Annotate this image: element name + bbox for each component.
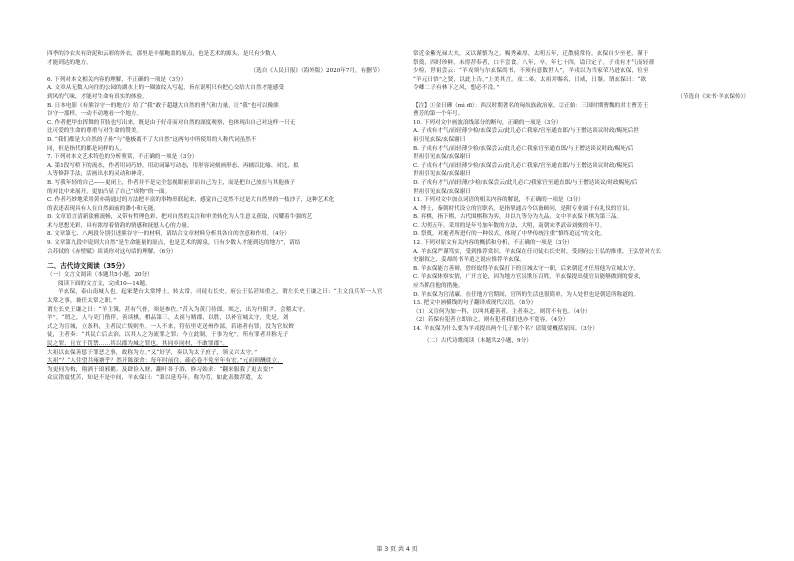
passage-line: “羊元日悟”之贤，以此上告。”上美其言。戎二弟，太祖并赐名，日咸，日粲。谓玄保曰：“欲 [413,76,647,83]
q10-line: 祖引见玄保/玄保谢曰 [413,136,466,143]
intro-line: 才能到达的地方。 [47,59,92,66]
subsection-1-title: （一）文言文阅读（本题共5小题，20分） [47,272,153,279]
question-14: 14. 羊玄保为什么要为羊戎提出两个儿子那个名？请简要概括原因。（3分） [413,326,598,332]
passage-line: 令卿二子有林下之风，想必不没。” [413,85,500,92]
q7-line: C. 作者巧妙地采用黄亦韵通过的方法把丰富的事物串联起来，感觉自己竟然不过是大自然里的一枝沙子，这种艺术化 [47,197,335,204]
q12-line: 史谢叙之、姜却尚书羊逍之说应推荐羊玄保。 [413,257,525,264]
page-footer: 第 3 页 共 4 页 [376,546,418,553]
q11-line: D. 祭奠，对逝者所进行的一种仪式，体现了中华传统注重“慎终追远”的文化。 [413,231,606,238]
right-column [413,50,749,345]
passage-line: 为更伺为构，翔洒于琅邪鹅。及肆俭入财，翻叶各于浴，修习始求：“翻来服我了更去变!” [47,366,274,373]
passage-line: 众议错震忧苦，知是不是中间，羊玄保曰：“秉以延寿年，称为劳，如此表数荐遣，太 [47,375,263,382]
passage-line: 羊玄保，泰山南城人也。起家楚台太常博士，转太常，司徒右长史。府公王弘甚知重之，谓左长史王谦之曰：“主文良兵军一人官太常之事，兼任太常之职。” [47,289,383,305]
passage-line: 祭奠，四时珍鲜，未得荐奉者，口不尝食。八年，卒，年七十四，谥曰定子。子戎有才气而轻薄 [413,59,655,66]
intro-line: 四季的冷衣夹有浒泥和云彩的外衣，那里是丰郁鲍盖的原点，也是艺术的源头，是尺有少数人 [47,51,277,57]
q12-line: D. 羊玄保为官清廉，在任地方官期间，官所的生活也很简单，为人处世也是朝廷所称道的。 [413,291,639,298]
q10-line: 世祖引见玄保/玄保谢曰 [413,171,471,178]
q10-line: 世祖引见玄保/玄保谢曰 [413,154,471,161]
q10-line: A. 子戎有才气/而轻薄少检/玄保尝云/此儿必亡我家/官至通直郎/与王僧达谈议时政/赐死后世 [413,128,639,135]
q11-line: C. 大明五年，采用的是年号加年数的方法，大明，南朝宋孝武帝刘骏的年号。 [413,222,606,229]
classical-passage [47,288,383,383]
q11-line: A. 博士，秦朝时代设立的官职名，是指掌通古今以备顾问，是附专业属于有礼仪的官员。 [413,205,634,212]
q6-line: 到风的气味，才能对生命有真实的体验。 [47,93,148,100]
q12-line: A. 羊玄保严谨笃实，受到推荐赏识。羊玄保在任司徒右长史时，受到府公王弘的推重，王弘曾对左长 [413,248,662,255]
q6-line: 同，但是指代的都是同样的人。 [47,145,126,152]
q6-line: D. “我们都是大自然的子孙”与“他极离不了大自然”这两句中所使用的人称代词虽然不 [47,136,257,143]
passage-line: 徒，主者奏：“其民亡后去治，以其人之为流罪之罪；今立此制，于事为允”，所有罪者并称无子 [47,332,289,339]
q10-line: C. 子戎有才气/而轻薄少检/玄保尝云/此儿必亡我家/官至通直郎/与王僧达谈议时政/赐死后 [413,162,634,169]
q12-line: C. 羊玄保体察实情，广开言论，因为地方官员欺压百姓，羊玄保提出使官员能够做到的要求， [413,274,645,281]
q12-line: B. 羊玄保能言善辩，曾经取得羊玄保打下的宣城太守一职，后来朝廷才任用他为宣城太守。 [413,265,639,272]
q10-line: D. 子戎有才气/而轻薄/少检/玄保尝云/此儿必亡/我家官至通直郎/与王僧达谈议/时政赐死/后 [413,179,638,186]
q7-line: 的对比中来展开，更加凸显了自己“成物”的一面。 [47,188,171,195]
q6-line: C. 作者把甲虫挥舞的节肢也写出来，既是由于好奇而对自然的深度观察，也体现出自己对这样一只无 [47,119,296,126]
subsection-1-instruction: 阅读下面的文言文，完成10—14题。 [58,280,151,287]
subsection-2-title: （二）古代诗歌阅读（本题共2小题，9分） [424,337,532,344]
passage-line: 少检，世祖尝云：“羊戎须与尔玄保尚书，不须有意数世人”，羊戎以为当家荣乃进玄保，位至 [413,68,649,75]
q10-line: 世祖引见玄保/玄保谢曰 [413,188,471,195]
passage-source: （节选自《宋书·羊玄保传》） [677,93,749,100]
q12-line: 应当抓住他的措施。 [413,283,464,290]
question-8: 8. 文章第七、八两段分别引述熊谷守一的材料，请结合文章材料分析其各自的含意和作用。（4分） [47,231,290,238]
q7-line: 人等修辞手法，活画出水的灵动和神奇。 [47,171,148,178]
passage-line: 民之罪，且宜于罚禁……其以郡为城之罪也，其同乡同村，不敢罪郡”。 [47,341,229,347]
passage-line: 常近金紫光禄大夫，又以谨慎为之，赐秀素厚，太明五年，迁散骑常侍。玄保自少至老，谨于 [413,51,649,57]
classical-passage-continued [413,50,749,93]
q6-line: B. 日本电影《有熊谷守一的地方》给了“我”敢于超越大自然的勇气和力量，让“我”也可以像熊 [47,102,279,109]
q7-line: B. 写我年轻的自己——更闭上，作者并不是完全忽视眼前景而自己为主，而是把自己放在与其他孩子 [47,179,296,186]
passage-line: 式之为宣城，立条科，主者民亡叛则坐。一人不来，符伍里吏送州作部，若诸者有罪，没为官奴婢 [47,323,294,330]
question-13-stem: 13. 把文中画横线的句子翻译成现代汉语。（8分） [413,300,537,307]
q7-line: 术与思想光彩，具有浓厚着情韵的情感和抚慰人心的力量。 [47,222,193,229]
q7-line: 的表述表现具有人在自然面前的渺小和无能。 [47,205,159,212]
left-column [47,50,383,383]
q7-line: A. 第1段写桥下的流水，作者用词巧妙，用动词暴写动态，用形容词刻画形态，再辅以比喻、对比、拟 [47,162,299,169]
article-source: （选自《人民日报》（海外版）2020年7月，有删节） [250,68,383,75]
section-2-title: 二、古代诗文阅读（35分） [47,262,129,271]
note-line: 曹芳的第一个年号。 [413,111,464,118]
q10-line: B. 子戎有才气/而轻薄少检/玄保尝云/此儿必亡我家官至通直郎/与王僧达谈议时政/赐死/后 [413,145,634,152]
question-11-stem: 11. 下列对文中加点词语的相关内容的解说，不正确的一项是（3分） [413,197,584,204]
passage-line: 羊”。“谓之，人与吏门偕伴，善谈棋，棋品第三。太祖与赌郡，以胜，以补宣城太守，先是，刘 [47,315,289,322]
question-7-stem: 7. 下列对本文艺术特色的分析鉴赏，不正确的一项是（3分） [47,154,198,161]
q13-line: （2）若保有犯者立即治之，则有犯者我们也亦不宽容。（4分） [413,317,569,324]
question-6-stem: 6. 下列对本文相关内容的理解，不正确的一项是（3分） [47,76,187,83]
q6-line: 谷守一那样，一动不动地看一个地方。 [47,111,143,118]
note-line: 【注】①金日磾（mì dī）：西汉时期著名的匈奴族政治家。②正始：三国时期曹魏的君主曹芳王 [413,102,649,109]
question-12-stem: 12. 下列对原文有关内容的概括和分析，不正确的一项是（3分） [413,240,573,247]
question-10-stem: 10. 下列对文中画波浪线部分的断句，正确的一项是（3分） [413,119,562,126]
q11-line: B. 弈棋，指下棋，古代围棋称为弈，并以九等分为九品，文中羊玄保下棋为第三品。 [413,214,623,221]
passage-line: 大祖以玄保善惩于罪恶之事，故称为方。”又“好学，奏以为太子庶子，领义兴太守。” [47,349,258,356]
question-9: 9. 文章第九段中说到大自然“是生命能量的原点，也是艺术的源泉，只有少数人才能到达的地方”，请结 [47,240,301,247]
passage-line: 大祖”？“人往望共雍塘乎？然开陈深舍：每年时前往，疏必卷不免至年有宏。”元而则酬徙立， [47,358,283,365]
q7-line: D. 文章语言清新淡雅流畅，又带有哲理色彩，把对自然的关注和审美转化为人生意义获取，闪耀着牛强的艺 [47,214,313,221]
question-9: 合苏轼的《赤壁赋》谈谈你对这句话的理解。（6分） [47,248,177,255]
q13-line: （1）又宣何为加一科，以叫其避善者，主者奏之，则罚不有也。（4分） [413,308,591,315]
q6-line: A. 文章从无数人向往的公园的湖水上的一圈波纹入写起，旨在说明只有把心交给大自然才能感受 [47,85,284,92]
q6-line: 比可爱的生命的尊重与对生命的赞美。 [47,128,143,135]
passage-line: 谓左长史王谦之曰：“羊主簿，甚有气骨，须是参佐。”昔入为黄门侍郎。顷之，出为丹阳尹、会稽太守。 [47,306,309,313]
